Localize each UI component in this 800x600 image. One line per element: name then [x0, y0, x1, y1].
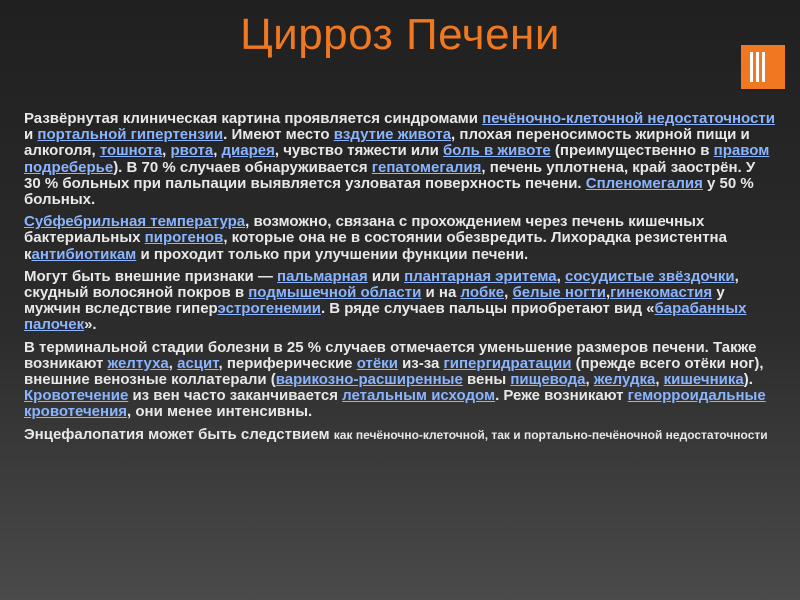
wiki-link[interactable]: портальной гипертензии [37, 126, 224, 144]
wiki-link[interactable]: Субфебрильная температура [24, 213, 246, 231]
text: Развёрнутая клиническая картина проявляется синдромами [24, 110, 483, 127]
wiki-link[interactable]: гипергидратации [443, 354, 572, 372]
text: В терминальной стадии болезни в 25 % случаев отмечается уменьшение размеров печени. Также возникают [24, 338, 757, 372]
text: у мужчин вследствие гипер [24, 284, 725, 318]
text: из вен часто заканчивается [128, 387, 343, 405]
wiki-link[interactable]: плантарная эритема [404, 267, 557, 285]
wiki-link[interactable]: правом подреберье [24, 142, 770, 176]
wiki-link[interactable]: кишечника [663, 371, 744, 389]
text: , [162, 142, 171, 160]
wiki-link[interactable]: желтуха [107, 354, 169, 372]
wiki-link[interactable]: антибиотикам [31, 245, 137, 263]
text: (преимущественно в [550, 142, 714, 160]
text: , чувство тяжести или [274, 142, 444, 160]
text: , [585, 371, 594, 389]
text: , скудный волосяной покров в [24, 267, 739, 302]
wiki-link[interactable]: эстрогенемии [217, 300, 321, 318]
wiki-link[interactable]: лобке [460, 284, 505, 302]
wiki-link[interactable]: тошнота [99, 142, 163, 160]
text: ). [743, 371, 753, 389]
wiki-link[interactable]: белые ногти [512, 284, 606, 302]
wiki-link[interactable]: геморроидальные кровотечения [24, 387, 766, 421]
wiki-link[interactable]: сосудистые звёздочки [565, 267, 735, 285]
text: , [504, 284, 513, 302]
wiki-link[interactable]: пищевода [510, 371, 586, 389]
text: Могут быть внешние признаки — [24, 267, 278, 285]
wiki-link[interactable]: подмышечной области [248, 284, 422, 302]
paragraph [24, 340, 776, 421]
wiki-link[interactable]: отёки [356, 354, 398, 372]
wiki-link[interactable]: гепатомегалия [371, 158, 482, 176]
text: , [556, 267, 565, 285]
wiki-link[interactable]: пальмарная [277, 267, 368, 285]
wiki-link[interactable]: пирогенов [144, 229, 224, 247]
text: Энцефалопатия может быть следствием [24, 425, 334, 443]
wiki-link[interactable]: летальным исходом [342, 387, 496, 405]
wiki-link[interactable]: желудка [593, 371, 656, 389]
text: и на [421, 284, 461, 302]
text: , возможно, связана с прохождением через печень кишечных бактериальных [24, 213, 705, 247]
wiki-link[interactable]: барабанных палочек [24, 300, 747, 334]
small-text: как печёночно-клеточной, так и портально-печёночной недостаточности [333, 427, 768, 442]
wiki-link[interactable]: асцит [177, 354, 219, 372]
slide-body [24, 111, 776, 449]
text: ). В 70 % случаев обнаруживается [113, 158, 372, 176]
text: , [168, 354, 178, 372]
text: из-за [397, 354, 444, 372]
text: . Имеют место [223, 126, 334, 144]
text: ». [84, 316, 97, 334]
text: , [655, 371, 664, 389]
wiki-link[interactable]: рвота [170, 142, 214, 160]
text: , они менее интенсивны. [127, 403, 313, 421]
text: вены [462, 371, 511, 389]
wiki-link[interactable]: печёночно-клеточной недостаточности [482, 110, 775, 127]
text: , [213, 142, 222, 160]
text: и [24, 126, 38, 144]
text: . В ряде случаев пальцы приобретают вид « [320, 300, 655, 318]
wiki-link[interactable]: Спленомегалия [585, 174, 703, 192]
slide-decoration [741, 45, 785, 89]
text: у 50 % больных. [24, 174, 754, 209]
text: и проходит только при улучшении функции печени. [136, 245, 529, 263]
slide-title: Цирроз Печени [240, 10, 560, 59]
paragraph [24, 111, 776, 208]
wiki-link[interactable]: боль в животе [443, 142, 551, 160]
paragraph [24, 427, 776, 443]
text: (прежде всего отёки ног), внешние венозные коллатерали ( [24, 354, 764, 389]
text: , периферические [218, 354, 357, 372]
text: или [367, 267, 405, 285]
text: , [605, 284, 611, 302]
wiki-link[interactable]: Кровотечение [24, 387, 129, 405]
text: , плохая переносимость жирной пищи и алкоголя, [24, 126, 750, 160]
paragraph [24, 214, 776, 263]
wiki-link[interactable]: гинекомастия [610, 284, 713, 302]
wiki-link[interactable]: вздутие живота [333, 126, 452, 144]
paragraph [24, 269, 776, 334]
wiki-link[interactable]: варикозно-расширенные [275, 371, 463, 389]
text: , которые она не в состоянии обезвредить. Лихорадка резистентна к [24, 229, 727, 263]
wiki-link[interactable]: диарея [221, 142, 275, 160]
text: . Реже возникают [495, 387, 628, 405]
text: , печень уплотнена, край заострён. У 30 % больных при пальпации выявляется узловатая поверхность печени. [24, 158, 756, 192]
